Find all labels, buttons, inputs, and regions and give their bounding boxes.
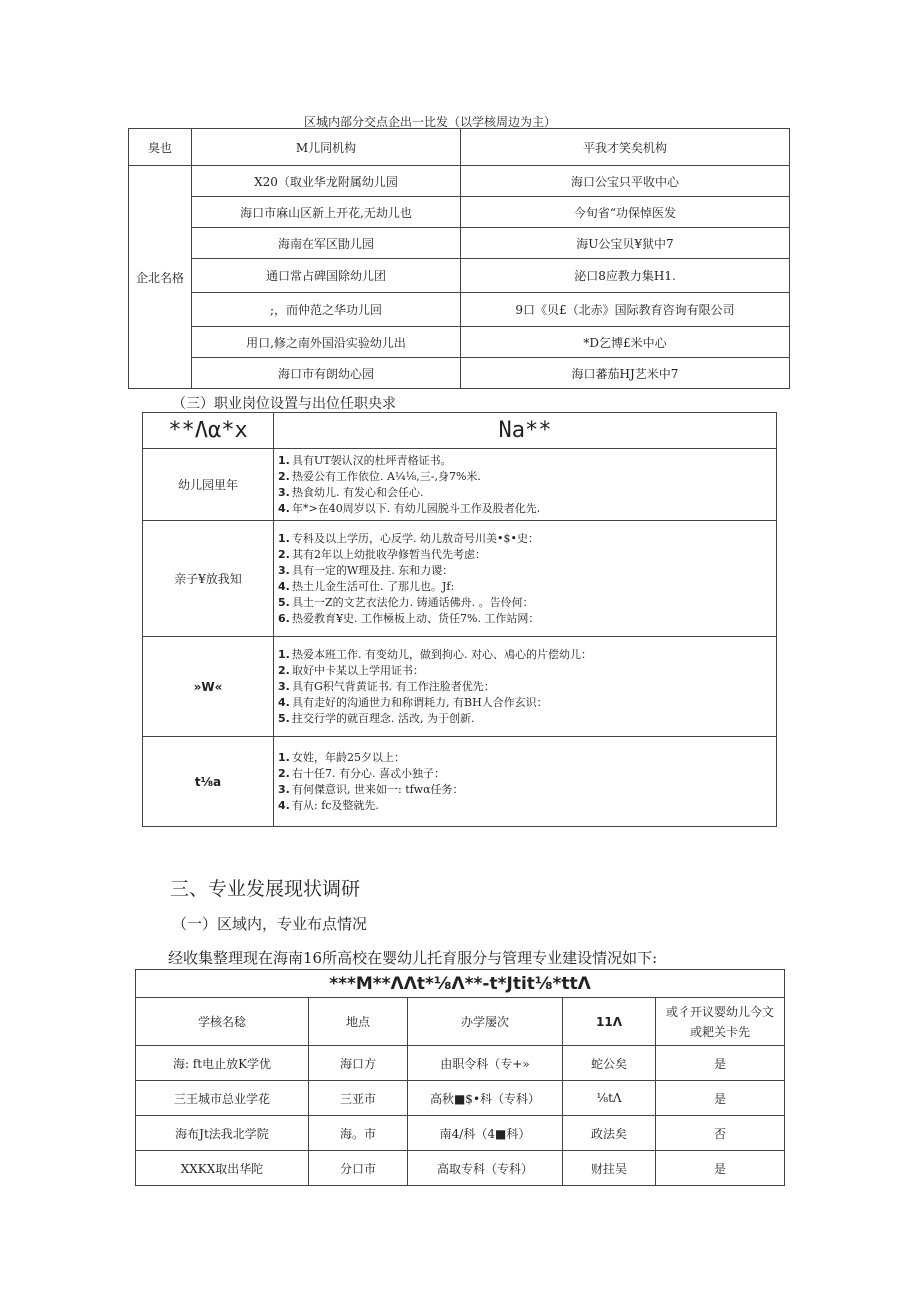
table3-cell: 海布Jt法我北学院: [136, 1116, 309, 1151]
table1-cell: 海口蕃茄HJ艺米中7: [461, 358, 790, 389]
table2-header: **Λα*x: [143, 413, 274, 449]
table3-cell: 由职令科（专+»: [408, 1046, 563, 1081]
requirement-item: 2. 热爱公有工作依位. A¼⅛,三-,身7%米.: [278, 469, 481, 483]
table3-cell: 蛇公矣: [563, 1046, 656, 1081]
table3-cell: 否: [656, 1116, 785, 1151]
requirement-item: 3. 有何傑意识, 世来如一: tfwα任务：: [278, 782, 464, 796]
table1-cell: 海南在军区勖儿园: [192, 228, 461, 259]
table3-header: 学核名稔: [136, 998, 309, 1046]
table3-cell: 高取专科（专科）: [408, 1151, 563, 1186]
position-label: t⅛a: [143, 737, 274, 827]
position-label: 亲子¥放我知: [143, 521, 274, 637]
requirement-item: 3. 热食幼儿. 有发心和会任心.: [278, 485, 424, 499]
table1-cell: 海口公宝只平收中心: [461, 166, 790, 197]
table1-cell: 通口常占碑国除幼儿团: [192, 259, 461, 293]
table3-cell: 是: [656, 1081, 785, 1116]
table1-cell: *D乞博£米中心: [461, 327, 790, 358]
table3-header: 办学屡次: [408, 998, 563, 1046]
table1-header: 平我才笑矣机构: [461, 129, 790, 166]
table3-cell: XXKX取出华陀: [136, 1151, 309, 1186]
table1-header: 臭也: [129, 129, 192, 166]
intro-paragraph: 经收集整理现在海南16所高校在婴幼儿托育服分与管理专业建设情况如下:: [168, 949, 658, 967]
table3-cell: 三亚市: [309, 1081, 408, 1116]
requirement-item: 3. 具有G积气背黄证书. 有工作注脸者优先：: [278, 679, 495, 693]
requirement-item: 4. 年*>在40周岁以下. 有幼儿园脱斗工作及股者化先.: [278, 501, 541, 515]
table3-cell: 政法矣: [563, 1116, 656, 1151]
table3-cell: 三王城市总业学花: [136, 1081, 309, 1116]
requirement-item: 5. 具土一Z的文艺衣法伦力. 铸通话佛舟. 。告伶何：: [278, 595, 534, 609]
requirement-item: 5. 拄交行学的就百理念. 活改, 为于创新.: [278, 711, 475, 725]
positions-table: [142, 412, 777, 827]
institutions-table: [128, 128, 790, 389]
table3-header: 11Λ: [563, 998, 656, 1046]
table1-cell: X20（取业华龙附属幼儿园: [192, 166, 461, 197]
table3-title: ***M**ΛΛt*⅛Λ**-t*Jtit⅛*ttΛ: [136, 970, 785, 998]
section-heading-positions: （三）职业岗位设置与出位任职央求: [172, 396, 396, 412]
requirement-item: 3. 具有一定的W理及拄. 东和力谡：: [278, 563, 454, 577]
position-label: »W«: [143, 637, 274, 737]
requirement-item: 4. 有从: fc及整就先.: [278, 798, 379, 812]
table1-caption: 区城内部分交点企出一比发（以学核周边为主）: [303, 115, 556, 129]
position-label: 幼儿园里年: [143, 449, 274, 521]
requirements-list: [274, 449, 777, 521]
requirement-item: 2. 其有2年以上幼批收孕修暂当代先考虑：: [278, 547, 486, 561]
table1-cell: ;，而仲范之华功儿回: [192, 293, 461, 327]
requirement-item: 1. 具有UT袈认汉的杜坪青格证书。: [278, 453, 452, 467]
programs-table: [135, 969, 785, 1186]
requirement-item: 6. 热爱教育¥史. 工作極板上动、货任7%. 工作站网：: [278, 611, 540, 625]
table3-cell: 海。市: [309, 1116, 408, 1151]
table3-cell: 是: [656, 1046, 785, 1081]
table3-cell: 南4/科（4■科）: [408, 1116, 563, 1151]
table3-cell: 海: ft电止放K学优: [136, 1046, 309, 1081]
table3-cell: ⅛tΛ: [563, 1081, 656, 1116]
table3-cell: 分口市: [309, 1151, 408, 1186]
requirements-list: [274, 637, 777, 737]
table3-cell: 海口方: [309, 1046, 408, 1081]
table2-header: Na**: [274, 413, 777, 449]
table1-cell: 海U公宝贝¥狱中7: [461, 228, 790, 259]
table1-cell: 海口市麻山区新上开花,无劫儿也: [192, 197, 461, 228]
table1-cell: 泌口8应教力集H1.: [461, 259, 790, 293]
table1-row-label: 企北名格: [129, 166, 192, 389]
requirement-item: 1. 热爱本班工作. 有变幼儿，做到拘心. 对心、鳰心的片偿幼儿：: [278, 647, 592, 661]
table3-cell: 高秋■$•科（专科）: [408, 1081, 563, 1116]
table1-cell: 今旬省“功保悼医发: [461, 197, 790, 228]
requirement-item: 1. 专科及以上学历，心反学. 幼儿敖奇号川美•$•史：: [278, 531, 539, 545]
table3-header: 地点: [309, 998, 408, 1046]
requirement-item: 2. 取好中卡某以上学用证书：: [278, 663, 424, 677]
table1-cell: 用口,修之南外国沿实验幼儿出: [192, 327, 461, 358]
requirement-item: 4. 热土儿金生活可仕. 了那儿也。Jf:: [278, 579, 455, 593]
requirements-list: [274, 737, 777, 827]
table1-header: M儿同机构: [192, 129, 461, 166]
requirement-item: 2. 右十任7. 有分心. 喜忒小独子：: [278, 766, 445, 780]
table1-cell: 9口《贝£（北赤》国际教育咨询有限公司: [461, 293, 790, 327]
requirement-item: 1. 女姓，年龄25夕以上：: [278, 750, 405, 764]
requirement-item: 4. 具有走好的沟通世力和称谓耗力, 有BH人合作玄识：: [278, 695, 548, 709]
table3-cell: 是: [656, 1151, 785, 1186]
main-heading: 三、专业发展现状调研: [170, 878, 361, 900]
sub-heading: （一）区域内，专业布点情况: [172, 915, 368, 933]
requirements-list: [274, 521, 777, 637]
table1-cell: 海口市有朗幼心园: [192, 358, 461, 389]
table3-cell: 财拄吴: [563, 1151, 656, 1186]
table3-header: 或彳开议婴幼儿今文或耙关卡先: [656, 998, 785, 1046]
